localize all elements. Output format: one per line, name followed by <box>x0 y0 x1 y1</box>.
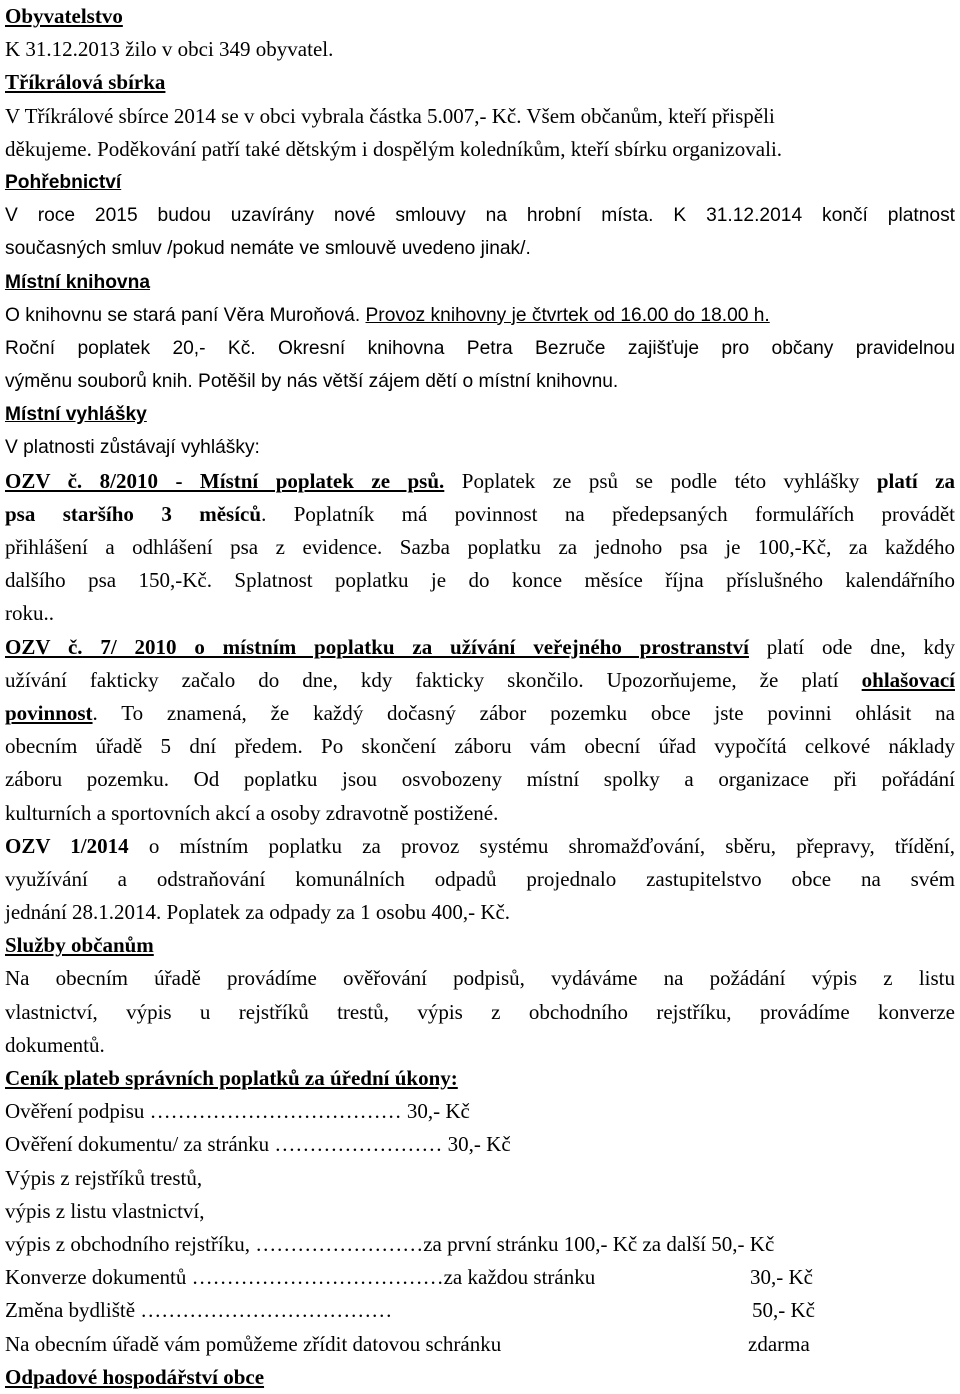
bold-underline-span: ohlašovací <box>861 667 955 692</box>
price-row <box>5 1261 955 1294</box>
text-span: Poplatek ze psů se podle této vyhlášky <box>444 468 877 493</box>
text-line: K 31.12.2013 žilo v obci 349 obyvatel. <box>5 37 334 62</box>
price-value: 30,- Kč <box>750 1265 813 1290</box>
text-line: roku.. <box>5 601 54 626</box>
text-line: využívání a odstraňování komunálních odpadů projednalo zastupitelstvo obce na svém <box>5 866 955 891</box>
bold-span: OZV 1/2014 <box>5 833 129 858</box>
text-line <box>5 299 955 332</box>
text-line: přihlášení a odhlášení psa z evidence. Sazba poplatku za jednoho psa je 100,-Kč, za každého <box>5 535 955 559</box>
text-line: jednání 28.1.2014. Poplatek za odpady za 1 osobu 400,- Kč. <box>5 900 511 925</box>
text-line <box>5 664 955 697</box>
price-value: zdarma <box>748 1331 810 1356</box>
heading-obyvatelstvo: Obyvatelstvo <box>5 4 123 28</box>
heading-pohrebnictvi: Pohřebnictví <box>5 171 122 193</box>
text-span: . To znamená, že každý dočasný zábor pozemku obce jste povinni ohlásit na <box>92 700 955 725</box>
bold-span: psa staršího 3 měsíců <box>5 501 262 526</box>
text-line: V platnosti zůstávají vyhlášky: <box>5 437 260 459</box>
heading-odpadove-hospodarstvi: Odpadové hospodářství obce <box>5 1364 265 1389</box>
opening-hours: Provoz knihovny je čtvrtek od 16.00 do 18.00 h. <box>365 304 770 326</box>
price-row: výpis z listu vlastnictví, <box>5 1198 205 1223</box>
text-line: kulturních a sportovních akcí a osoby zdravotně postižené. <box>5 800 499 825</box>
ozv-title: OZV č. 8/2010 - Místní poplatek ze psů. <box>5 468 445 493</box>
text-line <box>5 631 955 664</box>
text-line <box>5 697 955 730</box>
text-span: O knihovnu se stará paní Věra Muroňová. <box>5 304 366 326</box>
text-line: Roční poplatek 20,- Kč. Okresní knihovna Petra Bezruče zajišťuje pro občany pravidelnou <box>5 337 955 359</box>
text-line: dokumentů. <box>5 1032 105 1057</box>
heading-mistni-knihovna: Místní knihovna <box>5 271 150 293</box>
text-line: V Tříkrálové sbírce 2014 se v obci vybrala částka 5.007,- Kč. Všem občanům, kteří přispěli <box>5 103 775 128</box>
bold-span: platí za <box>876 468 955 493</box>
text-span: platí ode dne, kdy <box>748 634 956 659</box>
text-span: užívání fakticky začalo do dne, kdy fakticky skončilo. Upozorňujeme, že platí <box>5 667 862 692</box>
price-label: Změna bydliště ……………………………… <box>5 1298 393 1323</box>
price-row <box>5 1294 955 1327</box>
heading-sluzby-obcanum: Služby občanům <box>5 933 154 958</box>
text-line <box>5 465 955 498</box>
price-row: výpis z obchodního rejstříku, ……………………za první stránku 100,- Kč za další 50,- Kč <box>5 1231 775 1256</box>
price-row: Ověření dokumentu/ za stránku …………………… 30,- Kč <box>5 1132 511 1157</box>
price-row <box>5 1328 955 1361</box>
heading-mistni-vyhlasky: Místní vyhlášky <box>5 404 147 426</box>
bold-underline-span: povinnost <box>5 700 93 725</box>
text-line: obecním úřadě 5 dní předem. Po skončení záboru vám obecní úřad vypočítá celkové náklady <box>5 734 955 759</box>
text-line: záboru pozemku. Od poplatku jsou osvobozeny místní spolky a organizace při pořádání <box>5 767 955 792</box>
heading-trikralova-sbirka: Tříkrálová sbírka <box>5 70 166 95</box>
price-label: Na obecním úřadě vám pomůžeme zřídit datovou schránku <box>5 1331 502 1356</box>
heading-cenik: Ceník plateb správních poplatků za úřední úkony: <box>5 1066 458 1090</box>
text-line: Na obecním úřadě provádíme ověřování podpisů, vydáváme na požádání výpis z listu <box>5 966 955 991</box>
text-line: V roce 2015 budou uzavírány nové smlouvy na hrobní místa. K 31.12.2014 končí platnost <box>5 205 955 227</box>
text-line: vlastnictví, výpis u rejstříků trestů, výpis z obchodního rejstříku, provádíme konverze <box>5 999 955 1024</box>
text-span: o místním poplatku za provoz systému shromažďování, sběru, přepravy, třídění, <box>128 833 955 858</box>
text-span: . Poplatník má povinnost na předepsaných formulářích provádět <box>261 501 955 526</box>
text-line: současných smluv /pokud nemáte ve smlouvě uvedeno jinak/. <box>5 238 531 260</box>
ozv-title: 7/ 2010 o místním poplatku za užívání veřejného prostranství <box>82 634 749 659</box>
price-row: Ověření podpisu ……………………………… 30,- Kč <box>5 1099 470 1124</box>
text-line <box>5 830 955 863</box>
ozv-title: OZV č. <box>5 634 83 659</box>
price-value: 50,- Kč <box>752 1298 815 1323</box>
text-line <box>5 498 955 531</box>
price-label: Konverze dokumentů ………………………………za každou stránku <box>5 1265 596 1290</box>
text-line: dalšího psa 150,-Kč. Splatnost poplatku je do konce měsíce října příslušného kalendářního <box>5 568 955 593</box>
text-line: výměnu souborů knih. Potěšil by nás větší zájem dětí o místní knihovnu. <box>5 371 619 393</box>
text-line: děkujeme. Poděkování patří také dětským i dospělým koledníkům, kteří sbírku organizovali. <box>5 136 783 161</box>
price-row: Výpis z rejstříků trestů, <box>5 1165 203 1190</box>
